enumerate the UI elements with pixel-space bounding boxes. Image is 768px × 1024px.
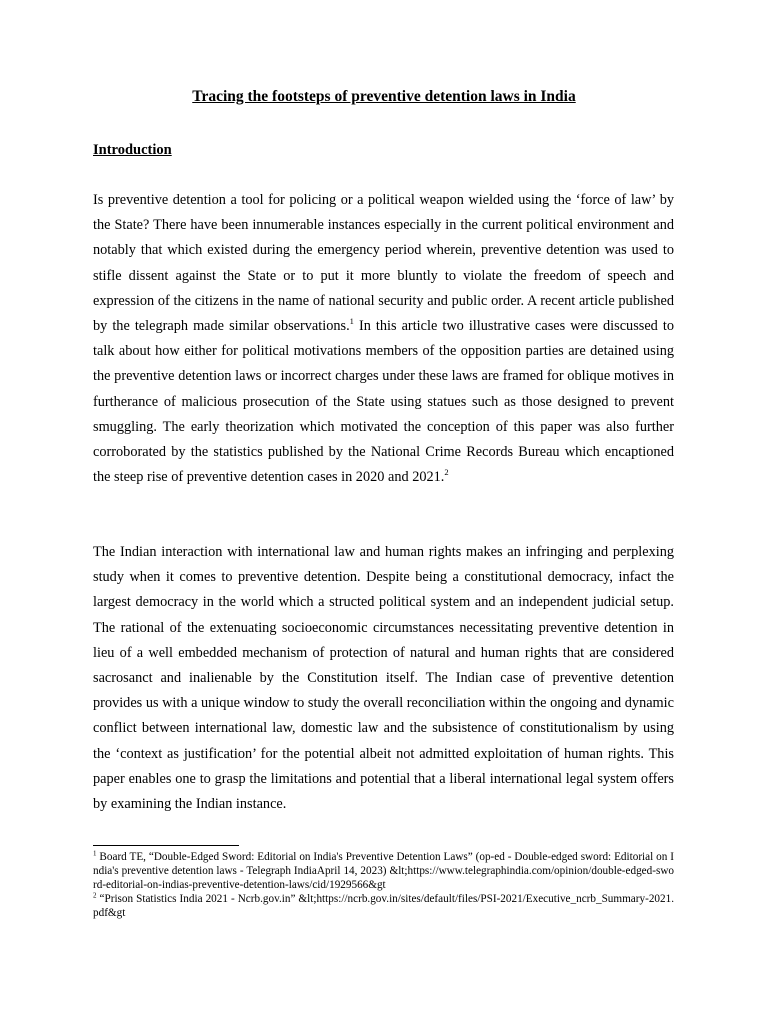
footnote-2 — [93, 892, 674, 920]
paper-title: Tracing the footsteps of preventive detention laws in India — [192, 88, 576, 105]
footnote-ref-1[interactable]: 1 — [349, 316, 354, 327]
footnote-text: “Prison Statistics India 2021 - Ncrb.gov.in” &lt;https://ncrb.gov.in/sites/default/files/PSI-2021/Executive_ncrb_Summary-2021.pdf&gt — [93, 893, 674, 919]
section-heading-introduction: Introduction — [93, 142, 172, 158]
footnotes — [93, 850, 674, 920]
body-paragraph-2: The Indian interaction with international law and human rights makes an infringing and perplexing study when it comes to preventive detention. Despite being a constitutional democracy, infact the largest democracy in the world which a structed political system and an independent judicial setup. The rational of the extenuating socioeconomic circumstances necessitating preventive detention in lieu of a well embedded mechanism of protection of natural and human rights that are considered sacrosanct and inalienable by the Constitution itself. The Indian case of preventive detention provides us with a unique window to study the overall reconciliation within the ongoing and dynamic conflict between international law, domestic law and the subsistence of constitutionalism by using the ‘context as justification’ for the potential albeit not admitted exploitation of human rights. This paper enables one to grasp the limitations and potential that a liberal international legal system offers by examining the Indian instance. — [93, 544, 674, 813]
footnote-text: Board TE, “Double-Edged Sword: Editorial on India's Preventive Detention Laws” (op-ed - Double-edged sword: Editorial on India's preventive detention laws - Telegraph IndiaApril 14, 2023) &lt;https://www.telegraphindia.com/opinion/double-edged-sword-editorial-on-indias-preventive-detention-laws/cid/1929566&gt — [93, 851, 674, 891]
footnote-separator — [93, 845, 239, 846]
paragraph-1-text-b: In this article two illustrative cases were discussed to talk about how either for political motivations members of the opposition parties are detained using the preventive detention laws or incorrect charges under these laws are framed for oblique motives in furtherance of malicious prosecution of the State using statues such as those designed to prevent smuggling. The early theorization which motivated the conception of this paper was also further corroborated by the statistics published by the National Crime Records Bureau which encaptioned the steep rise of preventive detention cases in 2020 and 2021. — [93, 318, 674, 486]
footnote-marker: 1 — [93, 849, 97, 858]
footnote-marker: 2 — [93, 891, 97, 900]
footnote-1 — [93, 850, 674, 892]
footnote-ref-2[interactable]: 2 — [444, 467, 449, 478]
paragraph-1-text-a: Is preventive detention a tool for policing or a political weapon wielded using the ‘force of law’ by the State? There have been innumerable instances especially in the current political environment and notably that which existed during the emergency period wherein, preventive detention was used to stifle dissent against the State or to put it more bluntly to violate the freedom of speech and expression of the citizens in the name of national security and public order. A recent article published by the telegraph made similar observations. — [93, 192, 674, 335]
body-paragraph-1 — [93, 188, 674, 490]
